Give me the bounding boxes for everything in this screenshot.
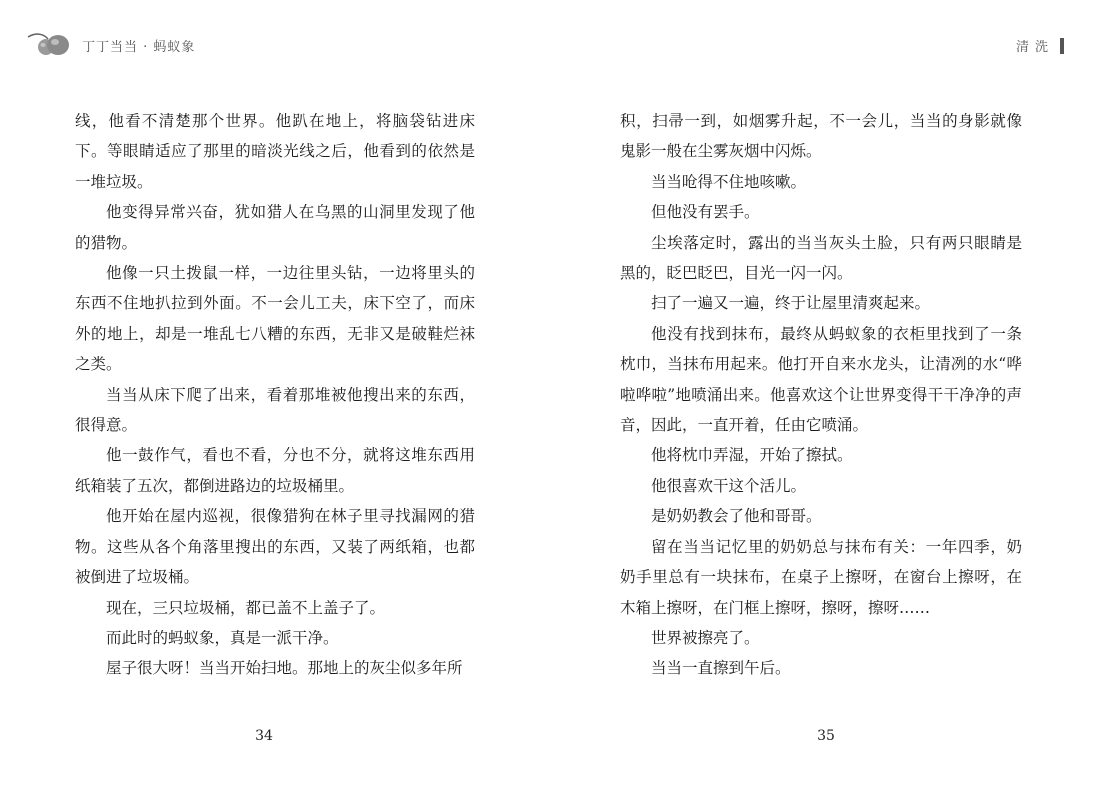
paragraph: 他将枕巾弄湿，开始了擦拭。 <box>651 446 853 465</box>
paragraph: 但他没有罢手。 <box>651 203 760 222</box>
chapter-header <box>1016 36 1064 55</box>
paragraph: 他很喜欢干这个活儿。 <box>651 476 807 495</box>
page-number-right: 35 <box>817 728 835 744</box>
paragraph: 他没有找到抹布，最终从蚂蚁象的衣柜里找到了一条枕巾，当抹布用起来。他打开自来水龙头，让清冽的水“哗啦哗啦”地喷涌出来。他喜欢这个让世界变得干干净净的声音，因此，一直开着，任由它喷涌。 <box>620 324 1022 435</box>
chapter-bar-decoration <box>1060 38 1064 54</box>
paragraph: 留在当当记忆里的奶奶总与抹布有关：一年四季，奶奶手里总有一块抹布，在桌子上擦呀，在窗台上擦呀，在木箱上擦呀，在门框上擦呀，擦呀，擦呀…… <box>620 537 1022 617</box>
paragraph: 他一鼓作气，看也不看，分也不分，就将这堆东西用纸箱装了五次，都倒进路边的垃圾桶里。 <box>75 446 475 495</box>
paragraph: 而此时的蚂蚁象，真是一派干净。 <box>106 628 339 647</box>
gourd-logo-icon <box>26 30 74 60</box>
right-text-block <box>620 106 1022 684</box>
paragraph: 当当呛得不住地咳嗽。 <box>651 172 807 191</box>
paragraph: 尘埃落定时，露出的当当灰头土脸，只有两只眼睛是黑的，眨巴眨巴，目光一闪一闪。 <box>620 233 1022 283</box>
right-page <box>548 0 1096 786</box>
paragraph: 当当从床下爬了出来，看着那堆被他搜出来的东西，很得意。 <box>75 385 475 435</box>
paragraph: 当当一直擦到午后。 <box>651 659 791 678</box>
paragraph: 积，扫帚一到，如烟雾升起，不一会儿，当当的身影就像鬼影一般在尘雾灰烟中闪烁。 <box>620 112 1022 161</box>
series-header <box>26 30 195 60</box>
paragraph: 现在，三只垃圾桶，都已盖不上盖子了。 <box>106 598 386 617</box>
paragraph: 他变得异常兴奋，犹如猎人在乌黑的山洞里发现了他的猎物。 <box>75 203 475 252</box>
page-number-left: 34 <box>255 728 273 744</box>
paragraph: 是奶奶教会了他和哥哥。 <box>651 507 822 526</box>
paragraph: 屋子很大呀！当当开始扫地。那地上的灰尘似多年所 <box>106 659 463 678</box>
paragraph: 他像一只土拨鼠一样，一边往里头钻，一边将里头的东西不住地扒拉到外面。不一会儿工夫，床下空了，而床外的地上，却是一堆乱七八糟的东西，无非又是破鞋烂袜之类。 <box>75 264 475 374</box>
left-text-block <box>75 106 475 684</box>
chapter-title: 清洗 <box>1015 40 1054 55</box>
series-title: 丁丁当当 · 蚂蚁象 <box>82 39 196 55</box>
paragraph: 扫了一遍又一遍，终于让屋里清爽起来。 <box>651 294 931 313</box>
paragraph: 世界被擦亮了。 <box>651 628 760 647</box>
paragraph: 线，他看不清楚那个世界。他趴在地上，将脑袋钻进床下。等眼睛适应了那里的暗淡光线之后，他看到的依然是一堆垃圾。 <box>75 112 475 191</box>
paragraph: 他开始在屋内巡视，很像猎狗在林子里寻找漏网的猎物。这些从各个角落里搜出的东西，又装了两纸箱，也都被倒进了垃圾桶。 <box>75 507 475 587</box>
